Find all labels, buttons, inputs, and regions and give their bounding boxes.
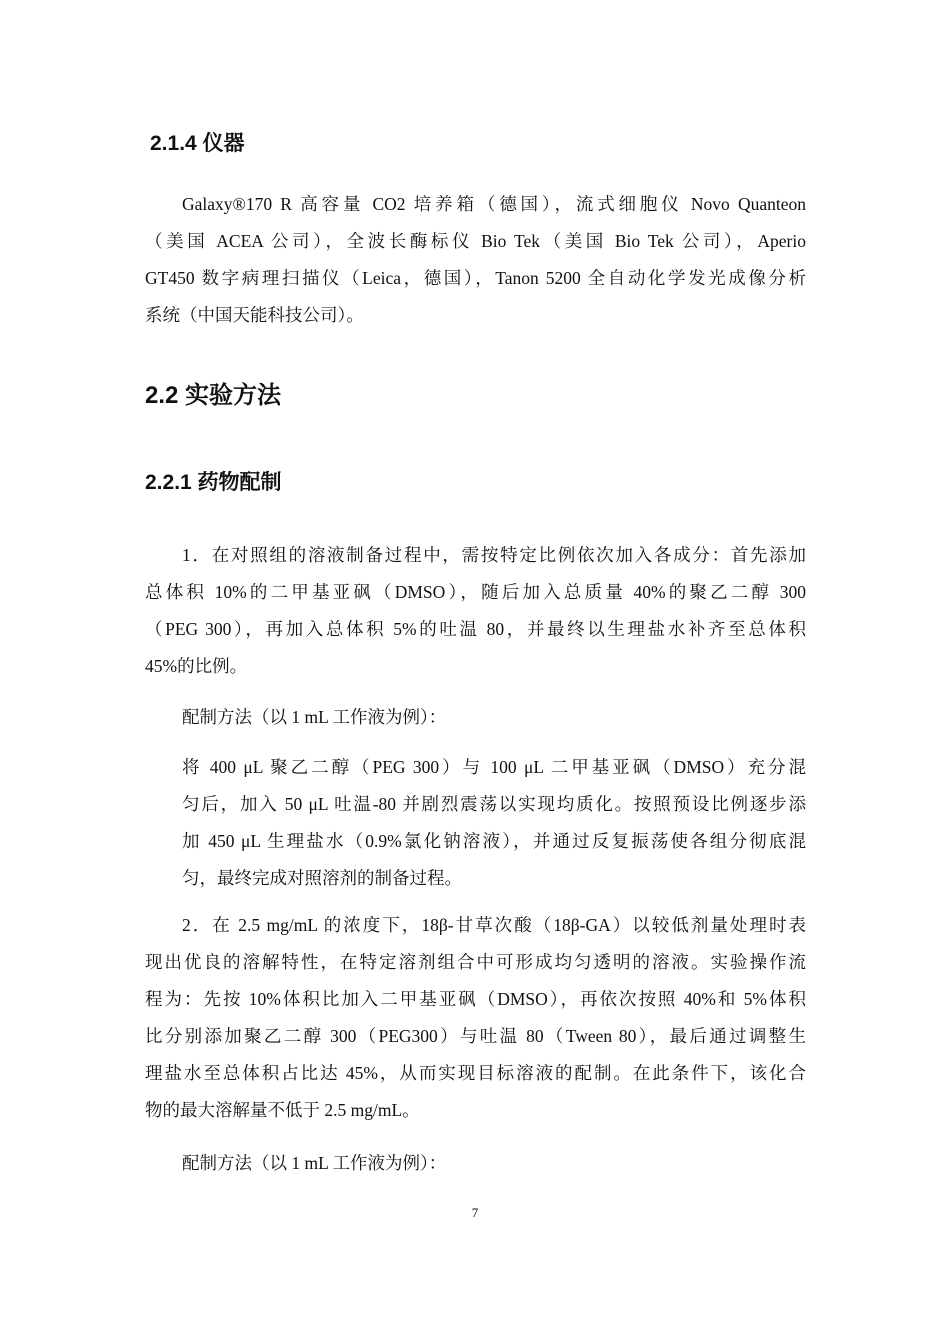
text-line: 现出优良的溶解特性，在特定溶剂组合中可形成均匀透明的溶液。实验操作流 bbox=[145, 952, 806, 972]
control-solution-paragraph bbox=[145, 537, 806, 685]
text-line: 1．在对照组的溶液制备过程中，需按特定比例依次加入各成分：首先添加 bbox=[182, 545, 806, 565]
page-number: 7 bbox=[471, 1205, 479, 1220]
text-line: GT450 数字病理扫描仪（Leica，德国），Tanon 5200 全自动化学发光成像分析 bbox=[145, 268, 806, 288]
text-line: 比分别添加聚乙二醇 300（PEG300）与吐温 80（Tween 80），最后通过调整生 bbox=[145, 1026, 806, 1046]
text-line: 匀，最终完成对照溶剂的制备过程。 bbox=[182, 868, 462, 888]
control-procedure-block bbox=[182, 749, 806, 897]
text-line: 45%的比例。 bbox=[145, 656, 248, 676]
text-line: 匀后，加入 50 μL 吐温-80 并剧烈震荡以实现均质化。按照预设比例逐步添 bbox=[182, 794, 806, 814]
text-line: 将 400 μL 聚乙二醇（PEG 300）与 100 μL 二甲基亚砜（DMSO）充分混 bbox=[182, 757, 806, 777]
text-line: （美国 ACEA 公司），全波长酶标仪 Bio Tek（美国 Bio Tek 公司），Aperio bbox=[145, 231, 806, 251]
section-2-2-heading: 2.2 实验方法 bbox=[145, 382, 282, 409]
text-line: 总体积 10%的二甲基亚砜（DMSO），随后加入总质量 40%的聚乙二醇 300 bbox=[145, 582, 806, 602]
text-line: 程为：先按 10%体积比加入二甲基亚砜（DMSO），再依次按照 40%和 5%体积 bbox=[145, 989, 806, 1009]
text-line: 物的最大溶解量不低于 2.5 mg/mL。 bbox=[145, 1100, 420, 1120]
text-line: 理盐水至总体积占比达 45%，从而实现目标溶液的配制。在此条件下，该化合 bbox=[145, 1063, 806, 1083]
preparation-method-label: 配制方法（以 1 mL 工作液为例）： bbox=[182, 707, 447, 727]
text-line: 系统（中国天能科技公司）。 bbox=[145, 305, 364, 325]
section-2-1-4-heading: 2.1.4 仪器 bbox=[150, 132, 245, 155]
instruments-paragraph bbox=[145, 186, 806, 334]
text-line: 加 450 μL 生理盐水（0.9%氯化钠溶液），并通过反复振荡使各组分彻底混 bbox=[182, 831, 806, 851]
text-line: 2．在 2.5 mg/mL 的浓度下，18β-甘草次酸（18β-GA）以较低剂量处理时表 bbox=[182, 915, 806, 935]
preparation-method-label: 配制方法（以 1 mL 工作液为例）： bbox=[182, 1153, 447, 1173]
text-line: Galaxy®170 R 高容量 CO2 培养箱（德国），流式细胞仪 Novo Quanteon bbox=[182, 194, 806, 214]
section-2-2-1-heading: 2.2.1 药物配制 bbox=[145, 471, 282, 494]
ga-solution-paragraph bbox=[145, 907, 806, 1129]
text-line: （PEG 300），再加入总体积 5%的吐温 80，并最终以生理盐水补齐至总体积 bbox=[145, 619, 806, 639]
